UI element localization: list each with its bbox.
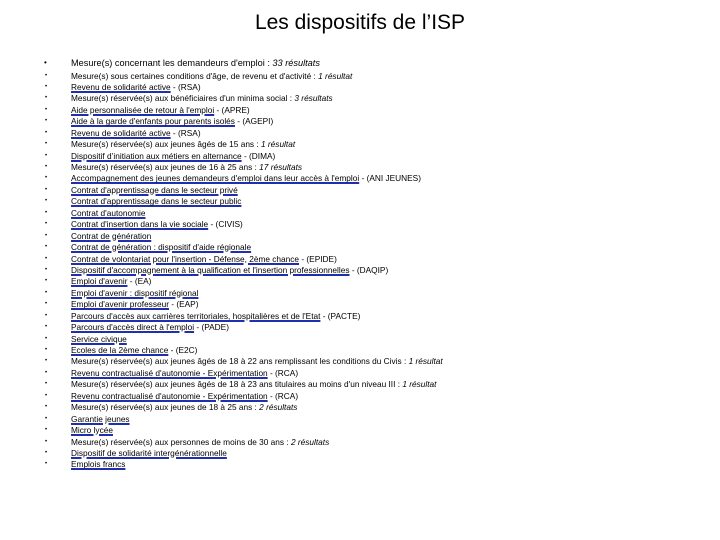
list-item-heading (0, 402, 443, 413)
bullet-icon: • (45, 427, 48, 434)
item-text: Mesure(s) réservée(s) aux personnes de moins de 30 ans : (71, 436, 291, 447)
item-text: - (EAP) (168, 299, 199, 310)
list-item-link (0, 276, 443, 287)
measure-link[interactable]: Ecoles de la 2ème chance (71, 345, 169, 355)
item-text: Mesure(s) réservée(s) aux bénéficiaires d'un minima social : (71, 93, 295, 104)
measure-link[interactable]: Contrat de génération (71, 230, 152, 241)
measure-link[interactable]: Dispositif d’initiation aux métiers en alternance (71, 150, 242, 161)
bullet-icon: • (45, 221, 48, 228)
bullet-icon: • (44, 58, 47, 67)
item-text: - (EPIDE) (299, 253, 337, 264)
item-text: - (APRE) (214, 104, 250, 115)
list-item-link (0, 196, 443, 207)
list-item-link (0, 173, 443, 184)
list-item-link (0, 231, 443, 242)
bullet-icon: • (45, 175, 48, 182)
bullet-icon: • (45, 381, 48, 388)
measure-link[interactable]: Garantie jeunes (71, 413, 130, 424)
measure-link[interactable]: Contrat d'apprentissage dans le secteur privé (71, 184, 238, 195)
item-text: - (CIVIS) (208, 219, 243, 230)
item-text: - (RSA) (170, 81, 201, 92)
measure-link[interactable]: Emploi d'avenir professeur (71, 299, 169, 310)
list-item-link (0, 299, 443, 310)
list-item-heading (0, 356, 443, 367)
item-text: - (RSA) (170, 127, 201, 138)
measure-link[interactable]: Aide à la garde d'enfants pour parents isolés (71, 116, 235, 127)
list-item-link (0, 425, 443, 436)
measure-link[interactable]: Accompagnement des jeunes demandeurs d'emploi dans leur accès à l'emploi (71, 173, 360, 184)
result-count: 33 résultats (272, 58, 320, 68)
list-item-link (0, 448, 443, 459)
measure-link[interactable]: Contrat de génération : dispositif d'aide régionale (71, 242, 252, 253)
list-item-heading (0, 139, 443, 150)
list-item-link (0, 459, 443, 470)
list-item-link (0, 208, 443, 219)
list-item-link (0, 334, 443, 345)
list-item-link (0, 311, 443, 322)
bullet-icon: • (45, 141, 48, 148)
bullet-icon: • (45, 118, 48, 125)
measure-link[interactable]: Contrat de volontariat pour l'insertion - Défense, 2ème chance (71, 253, 300, 264)
item-text: Mesure(s) réservée(s) aux jeunes de 16 à 25 ans : (71, 162, 260, 172)
bullet-icon: • (45, 335, 48, 342)
list-item-heading (0, 379, 443, 390)
list-item-link (0, 151, 443, 162)
result-count: 1 résultat (402, 379, 437, 390)
list-item-link (0, 128, 443, 139)
bullet-icon: • (45, 347, 48, 353)
bullet-icon: • (45, 438, 48, 445)
list-item-link (0, 185, 443, 196)
bullet-icon: • (45, 449, 48, 456)
item-text: - (RCA) (267, 390, 299, 401)
result-count: 2 résultats (259, 402, 298, 413)
bullet-icon: • (45, 129, 48, 136)
bullet-icon: • (45, 198, 48, 205)
item-text: Mesure(s) sous certaines conditions d'âge, de revenu et d'activité : (71, 70, 319, 81)
measure-link[interactable]: Dispositif d'accompagnement à la qualification et l'insertion professionnelles (71, 264, 350, 275)
bullet-icon: • (45, 209, 48, 216)
item-text: Mesure(s) réservée(s) aux jeunes âgés de 18 à 22 ans remplissant les conditions du Civis : (71, 356, 409, 367)
list-item-link (0, 254, 443, 265)
bullet-icon: • (45, 312, 48, 319)
item-text: Mesure(s) réservée(s) aux jeunes âgés de 15 ans : (71, 139, 261, 150)
measure-link[interactable]: Revenu de solidarité active (71, 81, 171, 92)
item-text: Mesure(s) réservée(s) aux jeunes de 18 à 25 ans : (71, 402, 260, 413)
item-text: Mesure(s) réservée(s) aux jeunes âgés de 18 à 23 ans titulaires au moins d'un niveau III : (71, 379, 403, 390)
bullet-icon: • (45, 186, 48, 193)
measure-link[interactable]: Revenu contractualisé d'autonomie - Expérimentation (71, 390, 268, 401)
bullet-icon: • (45, 255, 48, 262)
list-item-link (0, 116, 443, 127)
bullet-icon: • (45, 289, 48, 296)
bullet-icon: • (45, 324, 48, 331)
list-item-heading (0, 437, 443, 448)
measure-link[interactable]: Revenu contractualisé d'autonomie - Expérimentation (71, 367, 268, 378)
bullet-icon: • (45, 95, 48, 102)
bullet-icon: • (45, 83, 48, 90)
list-item-link (0, 82, 443, 93)
item-text: - (ANI JEUNES) (359, 173, 421, 184)
bullet-icon: • (45, 244, 48, 251)
bullet-icon: • (45, 72, 48, 79)
measure-link[interactable]: Revenu de solidarité active (71, 127, 171, 138)
list-item-link (0, 414, 443, 425)
bullet-icon: • (45, 461, 48, 468)
result-count: 17 résultats (259, 162, 303, 172)
bullet-icon: • (45, 415, 48, 422)
list-item-heading (0, 162, 443, 173)
item-text: - (E2C) (168, 345, 198, 355)
list-item-link (0, 242, 443, 253)
list-item-link (0, 265, 443, 276)
measure-link[interactable]: Parcours d'accès aux carrières territoriales, hospitalières et de l'Etat (71, 310, 321, 321)
measure-link[interactable]: Emplois francs (71, 459, 126, 470)
list-item-link (0, 105, 443, 116)
bullet-icon: • (45, 164, 48, 170)
item-text: - (PACTE) (320, 310, 361, 321)
list-item-link (0, 345, 443, 356)
item-text: - (DAQIP) (349, 264, 389, 275)
result-count: 1 résultat (261, 139, 296, 150)
list-item-link (0, 368, 443, 379)
measure-link[interactable]: Aide personnalisée de retour à l'emploi (71, 104, 215, 115)
bullet-icon: • (45, 278, 48, 285)
measures-list (0, 57, 443, 471)
measure-link[interactable]: Parcours d'accès direct à l'emploi (71, 322, 195, 333)
measure-link[interactable]: Emploi d'avenir (71, 276, 128, 287)
bullet-icon: • (45, 301, 48, 308)
list-item-heading (0, 93, 443, 104)
bullet-icon: • (45, 369, 48, 376)
result-count: 3 résultats (294, 93, 333, 104)
item-text: - (EA) (127, 276, 152, 287)
item-text: - (AGEPI) (234, 116, 274, 127)
item-text: - (DIMA) (241, 150, 276, 161)
item-text: - (PADE) (194, 322, 229, 333)
bullet-icon: • (45, 152, 48, 159)
item-text: - (RCA) (267, 367, 299, 378)
list-item-heading (0, 71, 443, 82)
list-item-link (0, 322, 443, 333)
bullet-icon: • (45, 392, 48, 399)
measure-link[interactable]: Contrat d'autonomie (71, 207, 146, 218)
list-item-link (0, 288, 443, 299)
bullet-icon: • (45, 266, 48, 273)
page-title: Les dispositifs de l’ISP (254, 11, 466, 34)
measure-link[interactable]: Dispositif de solidarité intergénérationnelle (71, 447, 227, 458)
result-count: 2 résultats (290, 436, 330, 447)
measure-link[interactable]: Contrat d'insertion dans la vie sociale (71, 219, 209, 230)
result-count: 1 résultat (318, 70, 353, 81)
measure-link[interactable]: Micro lycée (71, 425, 113, 436)
measure-link[interactable]: Service civique (71, 333, 127, 344)
measure-link[interactable]: Emploi d'avenir : dispositif régional (71, 287, 199, 298)
item-text: Mesure(s) concernant les demandeurs d'emploi : (71, 58, 273, 68)
bullet-icon: • (45, 358, 48, 365)
bullet-icon: • (45, 232, 48, 239)
list-item-heading (0, 57, 443, 70)
measure-link[interactable]: Contrat d'apprentissage dans le secteur public (71, 196, 242, 207)
bullet-icon: • (45, 106, 48, 113)
result-count: 1 résultat (408, 356, 443, 367)
list-item-link (0, 219, 443, 230)
list-item-link (0, 391, 443, 402)
bullet-icon: • (45, 404, 48, 411)
